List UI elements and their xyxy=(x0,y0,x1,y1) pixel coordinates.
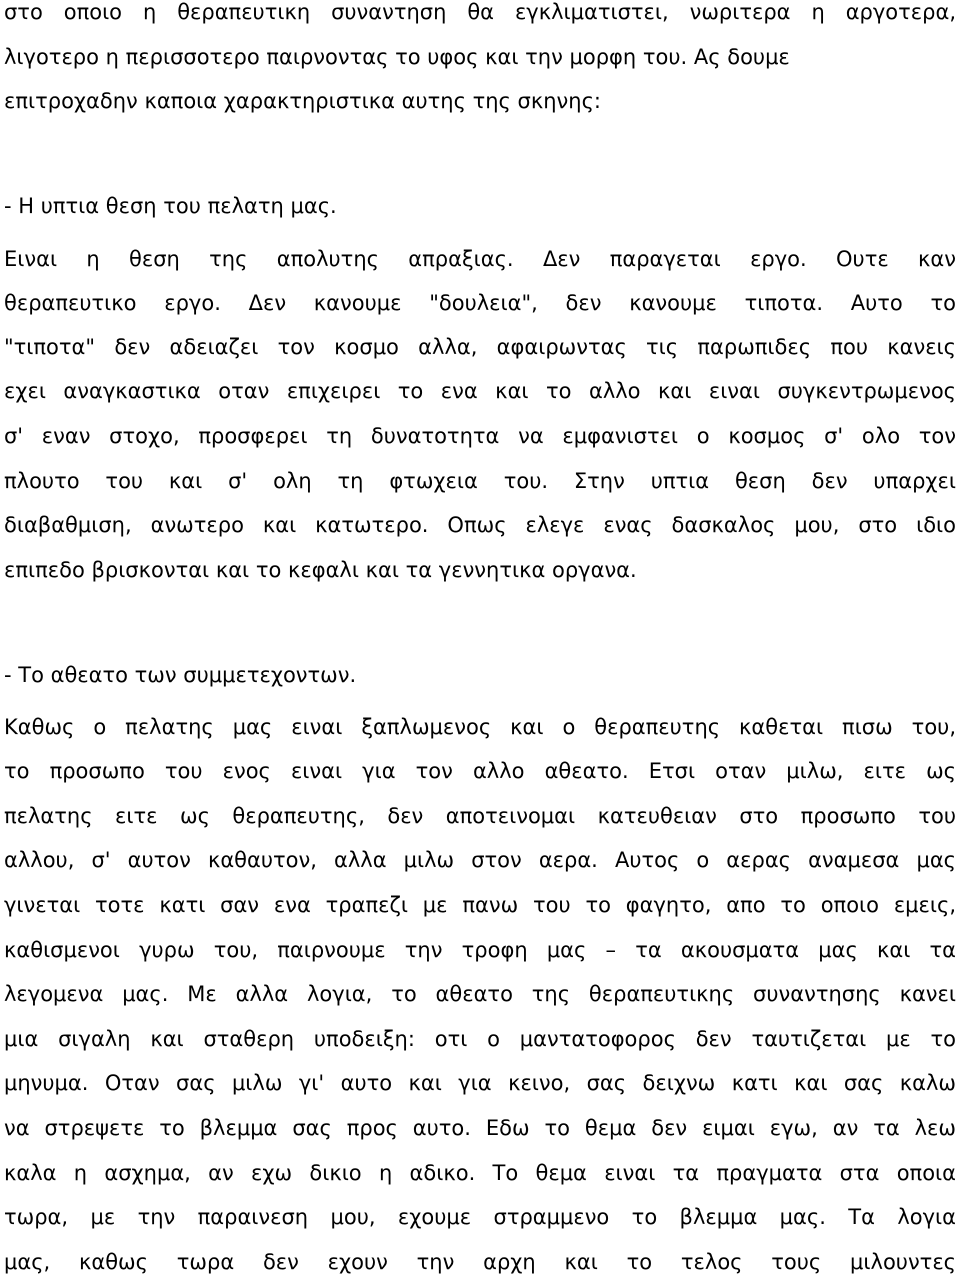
text-line: μηνυμα. Οταν σας μιλω γι' αυτο και για κεινο, σας δειχνω κατι και σας καλω xyxy=(4,1071,956,1095)
text-line: καλα η ασχημα, αν εχω δικιο η αδικο. Το θεμα ειναι τα πραγματα στα οποια xyxy=(4,1161,956,1185)
text-line: λιγοτερο η περισσοτερο παιρνοντας το υφος και την μορφη του. Ας δουμε xyxy=(4,45,790,69)
text-line: αλλου, σ' αυτον καθαυτον, αλλα μιλω στον αερα. Αυτος ο αερας αναμεσα μας xyxy=(4,848,956,872)
text-line: "τιποτα" δεν αδειαζει τον κοσμο αλλα, αφαιρωντας τις παρωπιδες που κανεις xyxy=(4,335,956,359)
text-line: θεραπευτικο εργο. Δεν κανουμε "δουλεια", δεν κανουμε τιποτα. Αυτο το xyxy=(4,291,956,315)
section-heading: - Η υπτια θεση του πελατη μας. xyxy=(4,194,337,218)
text-line: Ειναι η θεση της απολυτης απραξιας. Δεν παραγεται εργο. Ουτε καν xyxy=(4,247,956,271)
text-line: επιπεδο βρισκονται και το κεφαλι και τα γεννητικα οργανα. xyxy=(4,558,637,582)
text-line: επιτροχαδην καποια χαρακτηριστικα αυτης της σκηνης: xyxy=(4,89,601,113)
text-line: καθισμενοι γυρω του, παιρνουμε την τροφη μας – τα ακουσματα μας και τα xyxy=(4,938,956,962)
section-heading: - Το αθεατο των συμμετεχοντων. xyxy=(4,663,357,687)
text-line: σ' εναν στοχο, προσφερει τη δυνατοτητα να εμφανιστει ο κοσμος σ' ολο τον xyxy=(4,424,956,448)
text-line: λεγομενα μας. Με αλλα λογια, το αθεατο της θεραπευτικης συναντησης κανει xyxy=(4,982,956,1006)
text-line: μια σιγαλη και σταθερη υποδειξη: οτι ο μαντατοφορος δεν ταυτιζεται με το xyxy=(4,1027,956,1051)
text-line: μας, καθως τωρα δεν εχουν την αρχη και το τελος τους μιλουντες xyxy=(4,1250,956,1274)
text-line: στο οποιο η θεραπευτικη συναντηση θα εγκλιματιστει, νωριτερα η αργοτερα, xyxy=(4,0,956,24)
text-line: το προσωπο του ενος ειναι για τον αλλο αθεατο. Ετσι οταν μιλω, ειτε ως xyxy=(4,759,956,783)
text-line: πελατης ειτε ως θεραπευτης, δεν αποτεινομαι κατευθειαν στο προσωπο του xyxy=(4,804,956,828)
text-line: εχει αναγκαστικα οταν επιχειρει το ενα και το αλλο και ειναι συγκεντρωμενος xyxy=(4,379,956,403)
text-line: γινεται τοτε κατι σαν ενα τραπεζι με πανω του το φαγητο, απο το οποιο εμεις, xyxy=(4,893,956,917)
text-line: διαβαθμιση, ανωτερο και κατωτερο. Οπως ελεγε ενας δασκαλος μου, στο ιδιο xyxy=(4,513,956,537)
text-line: τωρα, με την παραινεση μου, εχουμε στραμμενο το βλεμμα μας. Τα λογια xyxy=(4,1205,956,1229)
text-line: να στρεψετε το βλεμμα σας προς αυτο. Εδω το θεμα δεν ειμαι εγω, αν τα λεω xyxy=(4,1116,956,1140)
text-line: πλουτο του και σ' ολη τη φτωχεια του. Στην υπτια θεση δεν υπαρχει xyxy=(4,469,956,493)
text-line: Καθως ο πελατης μας ειναι ξαπλωμενος και ο θεραπευτης καθεται πισω του, xyxy=(4,715,956,739)
